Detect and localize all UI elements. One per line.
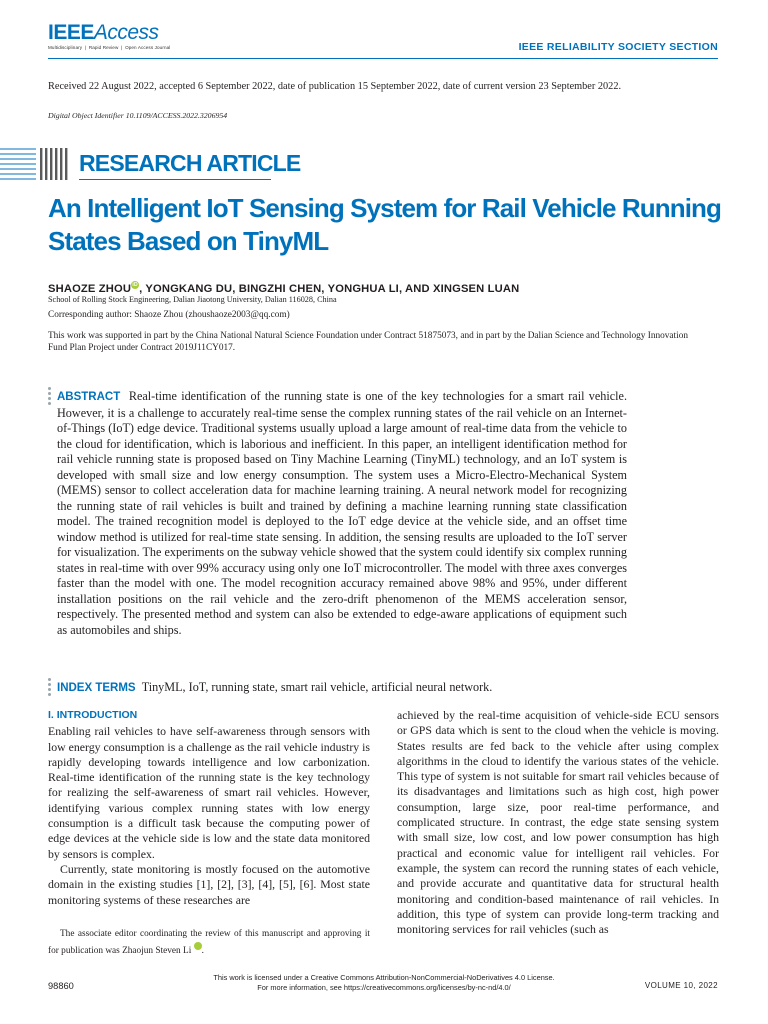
- journal-name-italic: Access: [93, 21, 159, 44]
- paragraph: achieved by the real-time acquisition of vehicle-side ECU sensors or GPS data which is sent to the cloud when the vehicle is moving. States results are fed back to the vehicle after using complex algorithms in the cloud to identify the various states of the vehicle. This type of system is not suitable for smart rail vehicles because of its disadvantages and limitations such as high cost, high power consumption, large size, poor real-time performance, and complicated structure. In contrast, the edge state sensing system with small size, low cost, and low power consumption has high practical and economic value for intelligent rail vehicles. For example, the system can record the running states of each vehicle, and provide accurate and quantitative data for structural health monitoring and condition-based maintenance of rail vehicles. In addition, this type of system can provide long-term tracking and monitoring services for rail vehicles (such as: [397, 708, 719, 937]
- orcid-icon[interactable]: iD: [194, 942, 202, 950]
- article-type: RESEARCH ARTICLE: [79, 150, 301, 176]
- journal-logo: [48, 22, 170, 51]
- abstract-text: Real-time identification of the running state is one of the key technologies for a smart rail vehicle. However, it is a challenge to accurately real-time sense the complex running states of the rail vehicle on an Internet-of-Things (IoT) edge device. Traditional systems usually upload a large amount of real-time data from the vehicle to the cloud for identification, which is laborious and inefficient. In this paper, an intelligent identification method for rail vehicle running state is proposed based on Tiny Machine Learning (TinyML) technology, and an IoT system is developed with small size and low energy consumption. The system uses a Micro-Electro-Mechanical System (MEMS) sensor to collect acceleration data for machine learning training. A neural network model for recognizing the running state of rail vehicles is built and trained by defining a machine learning running state classification model. The trained recognition model is deployed to the IoT edge device at the vehicle side, and an offset time window method is utilized for real-time state sensing. In addition, the sensing results are uploaded to the IoT server for visualization. The experiments on the subway vehicle showed that the system could identify six complex running states in real-time with over 99% accuracy using only one IoT microcontroller. The model with three axes converges faster than the model with one. The model recognition accuracy remained above 98% and 95%, under different installation positions on the rail vehicle and the zero-drift phenomenon of the MEMS acceleration sensor, respectively. The presented method and system can also be extended to edge-aware applications of equipment such as automobiles and ships.: [57, 389, 627, 637]
- orcid-icon[interactable]: iD: [132, 282, 138, 288]
- header-rule: [48, 58, 718, 59]
- license-link[interactable]: For more information, see https://creativecommons.org/licenses/by-nc-nd/4.0/: [257, 982, 511, 992]
- license-line: This work is licensed under a Creative Commons Attribution-NonCommercial-NoDerivatives 4.0 License.: [213, 973, 555, 982]
- journal-tagline: Multidisciplinary ❘ Rapid Review ❘ Open Access Journal: [48, 45, 171, 50]
- paragraph: Enabling rail vehicles to have self-awareness through sensors with low energy consumption is a challenge as the rail vehicle industry is rapidly developing towards intelligence and low carbonization. Real-time identification of the running state is the key technology for realizing the self-awareness of smart rail vehicles. However, identifying various complex running states with low energy consumption is a difficult task because the computing power of edge devices at the vehicle side is low and the state data monitored by sensors is complex.: [48, 724, 370, 861]
- index-terms: [57, 680, 737, 695]
- index-terms-label: INDEX TERMS: [57, 682, 136, 694]
- paper-title: An Intelligent IoT Sensing System for Rail Vehicle Running States Based on TinyML: [48, 193, 722, 256]
- author-rest: , YONGKANG DU, BINGZHI CHEN, YONGHUA LI, AND XINGSEN LUAN: [139, 283, 520, 295]
- editor-footnote: The associate editor coordinating the review of this manuscript and approving it for publication was Zhaojun Steven Li iD.: [48, 929, 370, 956]
- author-first: SHAOZE ZHOU: [48, 283, 132, 295]
- article-type-rule: [79, 179, 271, 180]
- abstract-marker-icon: [48, 387, 52, 407]
- funding-note: This work was supported in part by the China National Natural Science Foundation under Contract 51875073, and in part by the Dalian Science and Technology Innovation Fund Plan Project under Contract 2019J11CY017.: [48, 331, 688, 353]
- index-terms-text: TinyML, IoT, running state, smart rail vehicle, artificial neural network.: [141, 680, 493, 694]
- footnote-text: The associate editor coordinating the review of this manuscript and approving it for publication was Zhaojun Steven Li: [48, 929, 370, 956]
- section-heading: I. INTRODUCTION: [48, 709, 138, 721]
- page-number: 98860: [48, 981, 74, 991]
- banner-decoration-icon: [0, 146, 70, 182]
- body-column-left: [48, 708, 370, 908]
- paragraph: Currently, state monitoring is mostly focused on the automotive domain in the existing studies [1], [2], [3], [4], [5], [6]. Most state monitoring systems of these researches are: [48, 861, 370, 907]
- abstract: [57, 389, 627, 638]
- doi: Digital Object Identifier 10.1109/ACCESS.2022.3206954: [48, 111, 228, 120]
- corresponding-author: Corresponding author: Shaoze Zhou (zhoushaoze2003@qq.com): [48, 310, 290, 320]
- journal-name-bold: IEEE: [48, 21, 94, 44]
- abstract-label: ABSTRACT: [57, 391, 121, 403]
- index-terms-marker-icon: [48, 678, 52, 698]
- volume-label: VOLUME 10, 2022: [644, 981, 718, 990]
- section-label: IEEE RELIABILITY SOCIETY SECTION: [518, 41, 718, 53]
- author-list: [48, 281, 519, 295]
- body-column-right: [397, 708, 719, 937]
- affiliation: School of Rolling Stock Engineering, Dalian Jiaotong University, Dalian 116028, China: [48, 295, 337, 304]
- received-dates: Received 22 August 2022, accepted 6 September 2022, date of publication 15 September 2022, date of current version 23 September 2022.: [48, 81, 622, 92]
- license-notice: [170, 973, 598, 993]
